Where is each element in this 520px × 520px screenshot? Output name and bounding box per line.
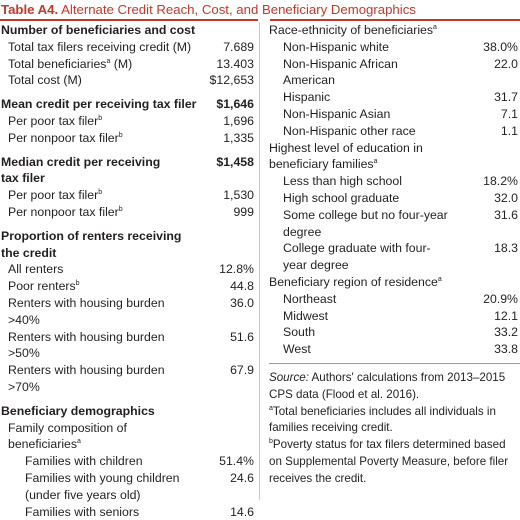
row-label-text: Total cost (M) bbox=[8, 73, 82, 88]
row-label-text: Number of beneficiaries and cost bbox=[1, 23, 196, 37]
row-label bbox=[269, 89, 518, 106]
row-label bbox=[1, 295, 168, 329]
row-label-text: Non-Hispanic other race bbox=[283, 123, 416, 138]
table-row bbox=[269, 123, 518, 140]
row-label bbox=[269, 291, 518, 308]
table-row bbox=[1, 362, 254, 396]
row-value: 14.6 bbox=[230, 504, 254, 519]
row-label bbox=[1, 362, 168, 396]
footnote-marker: a bbox=[106, 57, 111, 65]
footnote-marker: a bbox=[433, 23, 437, 31]
row-label-text: Family composition of beneficiaries bbox=[8, 420, 127, 452]
footnote-marker: a bbox=[437, 275, 442, 283]
row-label bbox=[1, 130, 254, 147]
table-row bbox=[1, 113, 254, 130]
row-label bbox=[269, 173, 518, 190]
title-rule-left bbox=[0, 19, 258, 21]
row-value: 999 bbox=[233, 204, 254, 219]
row-label-text: Per poor tax filer bbox=[8, 113, 99, 128]
row-label bbox=[269, 106, 518, 123]
section-header bbox=[1, 22, 254, 39]
row-label-text: Families with young children (under five years old) bbox=[25, 470, 180, 502]
section-header bbox=[1, 228, 254, 262]
footnote-a bbox=[269, 404, 518, 438]
row-value: $12,653 bbox=[209, 73, 254, 88]
row-label bbox=[269, 22, 518, 39]
row-label bbox=[269, 123, 518, 140]
row-label bbox=[1, 420, 148, 454]
table-row bbox=[269, 39, 518, 56]
table-row bbox=[1, 204, 254, 221]
row-label-suffix: (M) bbox=[110, 56, 133, 71]
row-value: 51.6 bbox=[230, 329, 254, 344]
section-header bbox=[1, 96, 254, 113]
row-label-text: Beneficiary demographics bbox=[1, 403, 155, 418]
table-row bbox=[1, 329, 254, 363]
row-value: 7.689 bbox=[223, 39, 254, 54]
row-label-text: Mean credit per receiving tax filer bbox=[1, 97, 197, 112]
row-label-text: Non-Hispanic white bbox=[283, 39, 389, 54]
table-row bbox=[269, 140, 518, 174]
row-value: 24.6 bbox=[230, 470, 254, 485]
right-rows bbox=[269, 22, 518, 358]
table-row bbox=[1, 295, 254, 329]
row-label-text: Families with children bbox=[25, 454, 143, 469]
row-label-text: Midwest bbox=[283, 308, 329, 323]
row-label bbox=[1, 470, 210, 504]
table-row bbox=[269, 56, 518, 90]
column-divider bbox=[259, 22, 260, 500]
footnote-b-mark: b bbox=[269, 438, 273, 446]
table-row bbox=[269, 291, 518, 308]
footnote-a-mark: a bbox=[269, 404, 273, 412]
row-label-text: Poor renters bbox=[8, 279, 76, 294]
footnote-b-text: Poverty status for tax filers determined based on Supplemental Poverty Measure, before filer receives the credit. bbox=[269, 438, 509, 485]
row-label bbox=[269, 308, 518, 325]
row-label bbox=[269, 324, 518, 341]
row-label bbox=[1, 204, 254, 221]
row-value: 44.8 bbox=[230, 279, 254, 294]
title-rule-right bbox=[270, 19, 520, 21]
row-label bbox=[1, 261, 254, 278]
table-row bbox=[1, 39, 254, 56]
table-row bbox=[1, 453, 254, 470]
row-value: 31.7 bbox=[494, 90, 518, 105]
row-label bbox=[269, 190, 518, 207]
row-value: 1,530 bbox=[223, 188, 254, 203]
row-value: 32.0 bbox=[494, 190, 518, 205]
table-row bbox=[269, 207, 518, 241]
row-label bbox=[1, 187, 254, 204]
row-label bbox=[1, 403, 254, 420]
table-label: Table A4. bbox=[1, 2, 59, 17]
row-label-text: Per nonpoor tax filer bbox=[8, 204, 119, 219]
footnote-marker: b bbox=[98, 189, 103, 197]
row-label bbox=[269, 207, 468, 241]
row-label-text: College graduate with four-year degree bbox=[283, 241, 431, 273]
row-label-text: Northeast bbox=[283, 291, 337, 306]
section-header bbox=[1, 403, 254, 420]
row-label bbox=[1, 39, 254, 56]
row-label bbox=[1, 22, 254, 39]
row-label-text: South bbox=[283, 325, 316, 340]
table-row bbox=[1, 72, 254, 89]
row-label bbox=[1, 329, 168, 363]
section-header bbox=[1, 154, 254, 188]
row-value: 33.8 bbox=[494, 342, 518, 357]
table-row bbox=[1, 504, 254, 520]
row-label-text: Non-Hispanic Asian bbox=[283, 106, 391, 121]
table-row bbox=[269, 274, 518, 291]
row-label-text: Renters with housing burden >40% bbox=[8, 295, 165, 327]
row-label-text: Per nonpoor tax filer bbox=[8, 130, 119, 145]
table-row bbox=[269, 173, 518, 190]
row-label-text: Total beneficiaries bbox=[8, 56, 107, 71]
table-title bbox=[1, 2, 416, 17]
row-label bbox=[269, 274, 518, 291]
source-note bbox=[269, 370, 518, 404]
row-label-text: Some college but no four-year degree bbox=[283, 207, 448, 239]
table-row bbox=[269, 22, 518, 39]
row-value: 18.3 bbox=[494, 241, 518, 256]
row-label-text: Renters with housing burden >50% bbox=[8, 329, 165, 361]
row-value: 67.9 bbox=[230, 363, 254, 378]
row-label-text: Beneficiary region of residence bbox=[269, 274, 438, 289]
row-value: 1,335 bbox=[223, 130, 254, 145]
row-label bbox=[1, 504, 254, 520]
footnote-marker: b bbox=[118, 205, 123, 213]
row-value: 31.6 bbox=[494, 207, 518, 222]
row-value: 1,696 bbox=[223, 113, 254, 128]
row-label-text: Families with seniors bbox=[25, 504, 140, 519]
row-value: 22.0 bbox=[494, 56, 518, 71]
table-row bbox=[269, 240, 518, 274]
table-row bbox=[269, 324, 518, 341]
row-value: 51.4% bbox=[219, 454, 254, 469]
row-label bbox=[269, 341, 518, 358]
row-value: 1.1 bbox=[500, 123, 518, 138]
footnote-marker: b bbox=[75, 280, 80, 288]
row-label bbox=[269, 39, 518, 56]
row-label-text: Non-Hispanic African American bbox=[283, 56, 398, 88]
footnote-marker: a bbox=[373, 158, 378, 166]
row-value: 38.0% bbox=[483, 39, 518, 54]
table-row bbox=[1, 278, 254, 295]
table-row bbox=[1, 470, 254, 504]
source-label: Source: bbox=[269, 370, 309, 384]
row-label bbox=[1, 228, 196, 262]
row-value: 12.8% bbox=[219, 262, 254, 277]
table-row bbox=[269, 89, 518, 106]
row-label-text: Median credit per receiving tax filer bbox=[1, 154, 161, 186]
row-value: 36.0 bbox=[230, 295, 254, 310]
row-label-text: Renters with housing burden >70% bbox=[8, 363, 165, 394]
footnote-marker: b bbox=[118, 131, 123, 139]
table-row bbox=[1, 261, 254, 278]
row-value: $1,458 bbox=[216, 154, 254, 169]
table-left-column bbox=[1, 22, 254, 520]
row-label-text: Race-ethnicity of beneficiaries bbox=[269, 23, 434, 37]
table-row bbox=[269, 190, 518, 207]
table-row bbox=[269, 341, 518, 358]
table-row bbox=[269, 308, 518, 325]
row-label-text: West bbox=[283, 342, 311, 357]
table-row bbox=[269, 106, 518, 123]
table-row bbox=[1, 187, 254, 204]
notes-rule bbox=[269, 363, 520, 364]
footnote-marker: b bbox=[98, 114, 103, 122]
row-label bbox=[1, 113, 254, 130]
row-label-text: Proportion of renters receiving the credit bbox=[1, 228, 182, 260]
footnote-b bbox=[269, 437, 518, 487]
row-label-text: Highest level of education in beneficiary families bbox=[269, 140, 423, 172]
row-value: 7.1 bbox=[500, 106, 518, 121]
footnote-marker: a bbox=[77, 438, 81, 446]
row-value: 12.1 bbox=[494, 308, 518, 323]
table-right-column bbox=[269, 22, 518, 488]
row-label bbox=[269, 240, 448, 274]
row-label bbox=[269, 140, 449, 174]
row-label bbox=[269, 56, 448, 90]
row-label bbox=[1, 453, 254, 470]
table-caption: Alternate Credit Reach, Cost, and Beneficiary Demographics bbox=[61, 2, 416, 17]
row-label-text: Less than high school bbox=[283, 174, 402, 189]
row-value: $1,646 bbox=[216, 97, 254, 112]
row-value: 13.403 bbox=[216, 56, 254, 71]
row-label-text: High school graduate bbox=[283, 190, 400, 205]
table-row bbox=[1, 420, 254, 454]
row-label bbox=[1, 278, 254, 295]
table-row bbox=[1, 56, 254, 73]
row-label bbox=[1, 154, 176, 188]
row-label-text: All renters bbox=[8, 262, 64, 277]
row-value: 18.2% bbox=[483, 174, 518, 189]
row-label-text: Total tax filers receiving credit (M) bbox=[8, 39, 192, 54]
row-label-text: Per poor tax filer bbox=[8, 188, 99, 203]
row-value: 33.2 bbox=[494, 325, 518, 340]
row-label-text: Hispanic bbox=[283, 90, 331, 105]
row-value: 20.9% bbox=[483, 291, 518, 306]
source-text: Authors' calculations from 2013–2015 CPS data (Flood et al. 2016). bbox=[269, 370, 506, 401]
table-row bbox=[1, 130, 254, 147]
footnote-a-text: Total beneficiaries includes all individuals in families receiving credit. bbox=[269, 404, 496, 435]
